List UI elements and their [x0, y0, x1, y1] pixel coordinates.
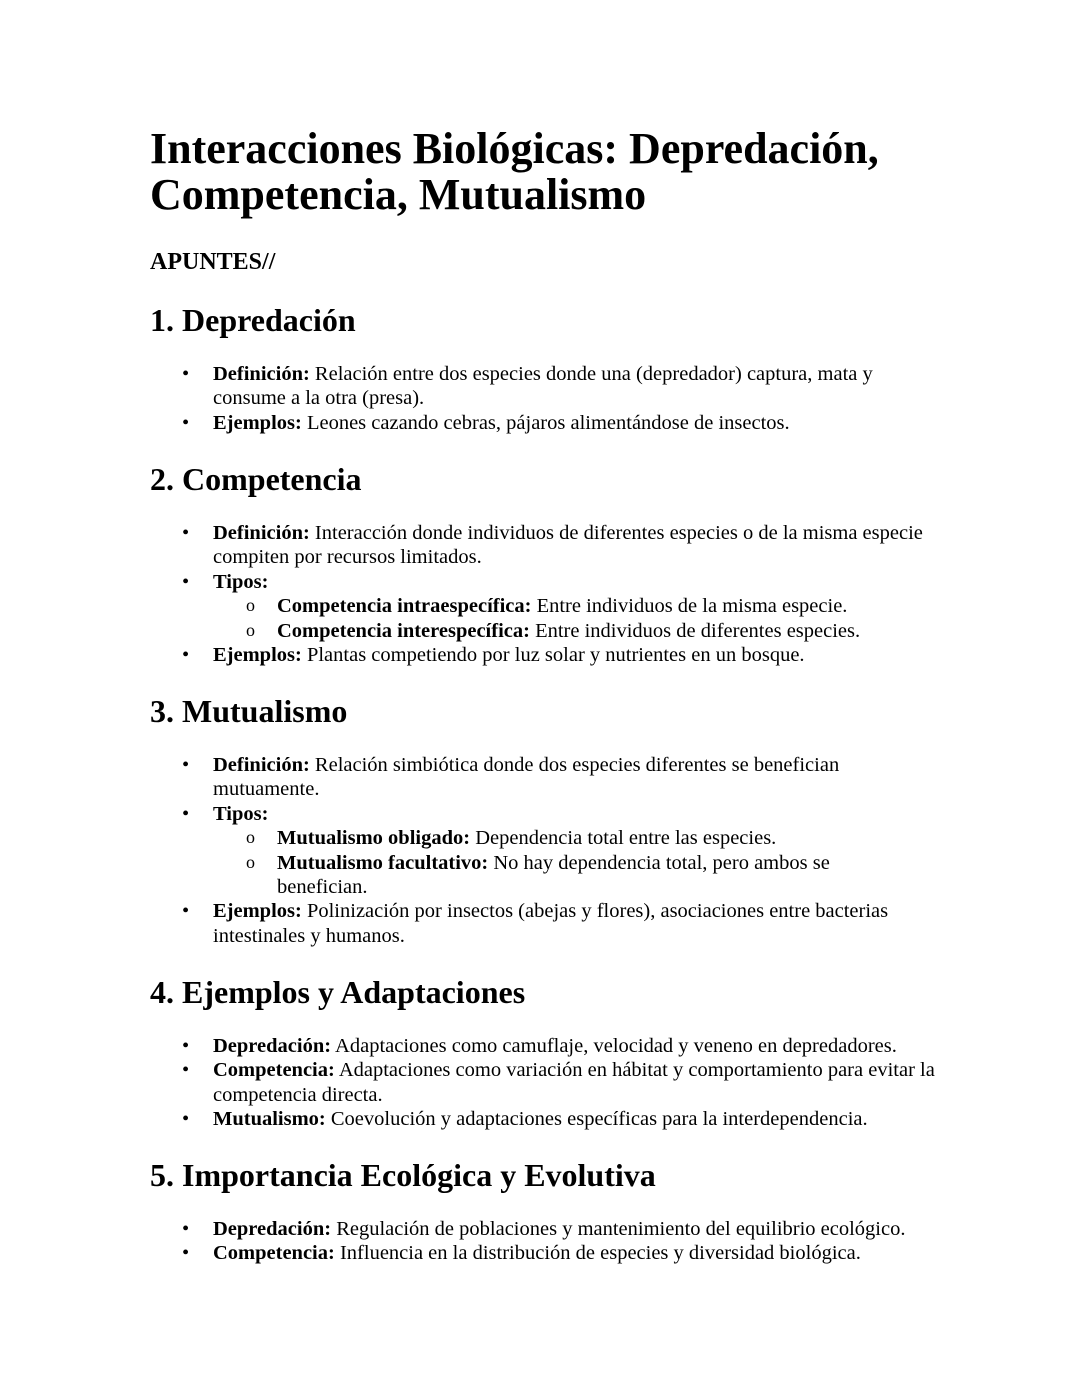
item-label: Tipos:: [213, 802, 269, 825]
list-item: [150, 1217, 950, 1241]
document-subtitle: APUNTES//: [150, 249, 276, 275]
item-text: Regulación de poblaciones y mantenimiento del equilibrio ecológico.: [331, 1218, 906, 1240]
section-heading: 2. Competencia: [150, 461, 362, 497]
item-label: Depredación:: [213, 1218, 332, 1240]
list-item: [150, 570, 950, 643]
list-item: [150, 1034, 950, 1058]
list-item: [150, 643, 950, 667]
section-heading: 4. Ejemplos y Adaptaciones: [150, 974, 526, 1010]
subitem-text: Entre individuos de diferentes especies.: [529, 619, 861, 642]
subitem-label: Mutualismo obligado:: [277, 827, 471, 850]
item-text: Relación entre dos especies donde una (depredador) captura, mata y consume a la otra (presa).: [213, 363, 873, 410]
section-depredacion: [150, 302, 950, 435]
section-heading: 3. Mutualismo: [150, 693, 348, 729]
list-item: [150, 1107, 950, 1131]
list-item: [150, 521, 950, 570]
subitem-label: Competencia interespecífica:: [277, 619, 530, 642]
item-label: Ejemplos:: [213, 900, 302, 923]
subitem-label: Mutualismo facultativo:: [277, 851, 489, 874]
item-label: Ejemplos:: [213, 411, 302, 434]
sub-list: [213, 594, 950, 643]
item-text: Adaptaciones como variación en hábitat y comportamiento para evitar la competencia directa.: [213, 1059, 935, 1106]
sub-list: [213, 826, 950, 899]
list-item: [150, 411, 950, 435]
list-item: [150, 753, 950, 802]
item-text: Influencia en la distribución de especies y diversidad biológica.: [334, 1242, 861, 1265]
item-text: Leones cazando cebras, pájaros alimentándose de insectos.: [301, 411, 790, 434]
item-text: Polinización por insectos (abejas y flores), asociaciones entre bacterias intestinales y humanos.: [213, 900, 889, 947]
subitem-label: Competencia intraespecífica:: [277, 595, 532, 618]
bullet-list: [150, 1034, 950, 1132]
item-label: Tipos:: [213, 570, 269, 593]
bullet-list: [150, 1217, 950, 1266]
sub-list-item: [213, 851, 950, 900]
item-label: Competencia:: [213, 1242, 335, 1265]
subitem-text: Dependencia total entre las especies.: [470, 827, 777, 850]
item-text: Interacción donde individuos de diferentes especies o de la misma especie compiten por recursos limitados.: [213, 522, 923, 569]
section-mutualismo: [150, 693, 950, 948]
sub-list-item: [213, 619, 950, 643]
item-text: Relación simbiótica donde dos especies diferentes se benefician mutuamente.: [213, 754, 840, 801]
list-item: [150, 802, 950, 900]
bullet-list: [150, 753, 950, 948]
item-text: Plantas competiendo por luz solar y nutrientes en un bosque.: [301, 644, 805, 667]
list-item: [150, 899, 950, 948]
item-label: Ejemplos:: [213, 644, 302, 667]
sub-list-item: [213, 594, 950, 618]
item-label: Competencia:: [213, 1059, 335, 1082]
section-ejemplos-adaptaciones: [150, 974, 950, 1132]
item-label: Mutualismo:: [213, 1108, 326, 1131]
list-item: [150, 1241, 950, 1265]
list-item: [150, 1058, 950, 1107]
item-label: Definición:: [213, 363, 310, 385]
list-item: [150, 362, 950, 411]
section-heading: 5. Importancia Ecológica y Evolutiva: [150, 1157, 656, 1193]
bullet-list: [150, 362, 950, 435]
section-heading: 1. Depredación: [150, 302, 356, 338]
section-competencia: [150, 461, 950, 667]
item-label: Definición:: [213, 522, 310, 544]
section-importancia: [150, 1157, 950, 1266]
item-text: Adaptaciones como camuflaje, velocidad y veneno en depredadores.: [331, 1035, 897, 1057]
subitem-text: No hay dependencia total, pero ambos se benefician.: [277, 851, 830, 899]
item-label: Depredación:: [213, 1035, 332, 1057]
subitem-text: Entre individuos de la misma especie.: [531, 595, 848, 618]
document-title: Interacciones Biológicas: Depredación, Competencia, Mutualismo: [150, 124, 879, 219]
bullet-list: [150, 521, 950, 667]
item-label: Definición:: [213, 754, 310, 776]
sub-list-item: [213, 826, 950, 850]
item-text: Coevolución y adaptaciones específicas para la interdependencia.: [325, 1108, 868, 1131]
